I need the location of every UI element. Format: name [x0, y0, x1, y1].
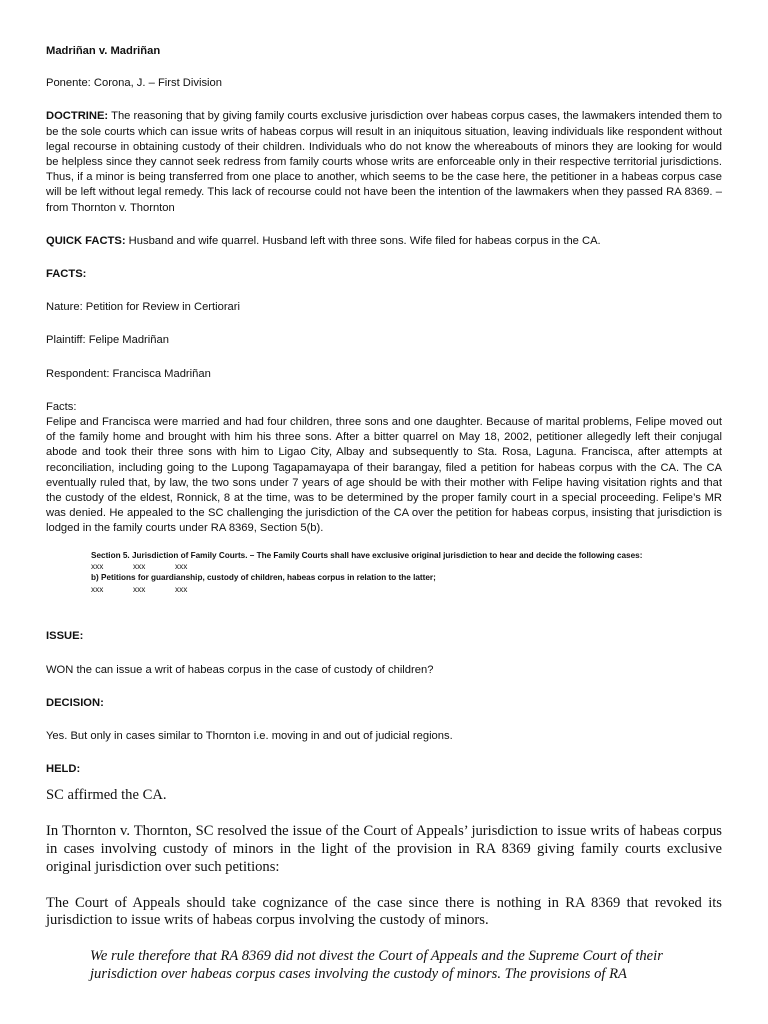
ponente-line: Ponente: Corona, J. – First Division — [46, 77, 222, 90]
held-quote: We rule therefore that RA 8369 did not divest the Court of Appeals and the Supreme Court of their jurisdiction over habeas corpus cases involving the custody of minors. The provisions of RA — [90, 948, 663, 982]
facts-body: Felipe and Francisca were married and had four children, three sons and one daughter. Because of marital problems, Felipe moved out of the family home and brought with him his three sons. After a bitter quarrel on May 18, 2002, petitioner allegedly left their conjugal abode and took their three sons with him to Ligao City, Albay and subsequently to Sta. Rosa, Laguna. Francisca, after attempts at reconciliation, including going to the Lupong Tagapamayapa of their barangay, filed a petition for habeas corpus with the CA. The CA eventually ruled that, by law, the two sons under 7 years of age should be with their mother with Felipe having visitation rights and that the custody of the eldest, Ronnick, 8 at the time, was to be determined by the proper family court in a special proceeding. Felipe’s MR was denied. He appealed to the SC challenging the jurisdiction of the CA over the petition for habeas corpus, insisting that jurisdiction is lodged in the family courts under RA 8369, Section 5(b). — [46, 416, 722, 535]
held-jurisdiction-paragraph: The Court of Appeals should take cognizance of the case since there is nothing in RA 8369 that revoked its jurisdiction to issue writs of habeas corpus involving the custody of minors. — [46, 894, 722, 929]
omission-mark: xxx — [91, 584, 104, 594]
doctrine-paragraph — [46, 109, 722, 215]
quick-facts-text: Husband and wife quarrel. Husband left with three sons. Wife filed for habeas corpus in the CA. — [125, 234, 601, 247]
statute-excerpt — [91, 550, 691, 596]
held-heading: HELD: — [46, 763, 81, 776]
omission-mark: xxx — [175, 584, 188, 594]
held-affirmation: SC affirmed the CA. — [46, 787, 167, 804]
decision-text: Yes. But only in cases similar to Thornton i.e. moving in and out of judicial regions. — [46, 729, 453, 742]
omission-mark: xxx — [133, 584, 146, 594]
doctrine-label: DOCTRINE: — [46, 110, 109, 123]
statute-section-line: Section 5. Jurisdiction of Family Courts. – The Family Courts shall have exclusive original jurisdiction to hear and decide the following cases: — [91, 550, 643, 560]
case-title: Madriñan v. Madriñan — [46, 45, 161, 57]
plaintiff-line: Plaintiff: Felipe Madriñan — [46, 334, 169, 347]
nature-line: Nature: Petition for Review in Certiorari — [46, 301, 240, 314]
document-page — [46, 44, 722, 984]
statute-omission-row — [91, 584, 691, 595]
omission-mark: xxx — [175, 562, 188, 572]
omission-mark: xxx — [91, 562, 104, 572]
quick-facts-label: QUICK FACTS: — [46, 234, 126, 247]
facts-heading: FACTS: — [46, 268, 87, 281]
decision-heading: DECISION: — [46, 696, 104, 709]
facts-label: Facts: — [46, 400, 77, 413]
statute-paragraph-b: b) Petitions for guardianship, custody of children, habeas corpus in relation to the latter; — [91, 573, 436, 583]
issue-text: WON the can issue a writ of habeas corpus in the case of custody of children? — [46, 663, 434, 676]
quick-facts-paragraph — [46, 234, 722, 249]
omission-mark: xxx — [133, 562, 146, 572]
statute-omission-row — [91, 561, 691, 572]
doctrine-text: The reasoning that by giving family courts exclusive jurisdiction over habeas corpus cases, the lawmakers intended them to be the sole courts which can issue writs of habeas corpus will result in an iniquitous situation, leaving individuals like respondent without legal recourse in obtaining custody of their children. Individuals who do not know the whereabouts of minors they are looking for would be helpless since they cannot seek redress from family courts whose writs are enforceable only in their respective territorial jurisdictions. Thus, if a minor is being transferred from one place to another, which seems to be the case here, the petitioner in a habeas corpus case will be left without legal remedy. This lack of recourse could not have been the intention of the lawmakers when they passed RA 8369. – from Thornton v. Thornton — [46, 110, 722, 214]
issue-heading: ISSUE: — [46, 630, 84, 643]
held-thornton-paragraph: In Thornton v. Thornton, SC resolved the issue of the Court of Appeals’ jurisdiction to issue writs of habeas corpus in cases involving custody of minors in the light of the provision in RA 8369 giving family courts exclusive original jurisdiction over such petitions: — [46, 823, 722, 875]
respondent-line: Respondent: Francisca Madriñan — [46, 367, 211, 380]
